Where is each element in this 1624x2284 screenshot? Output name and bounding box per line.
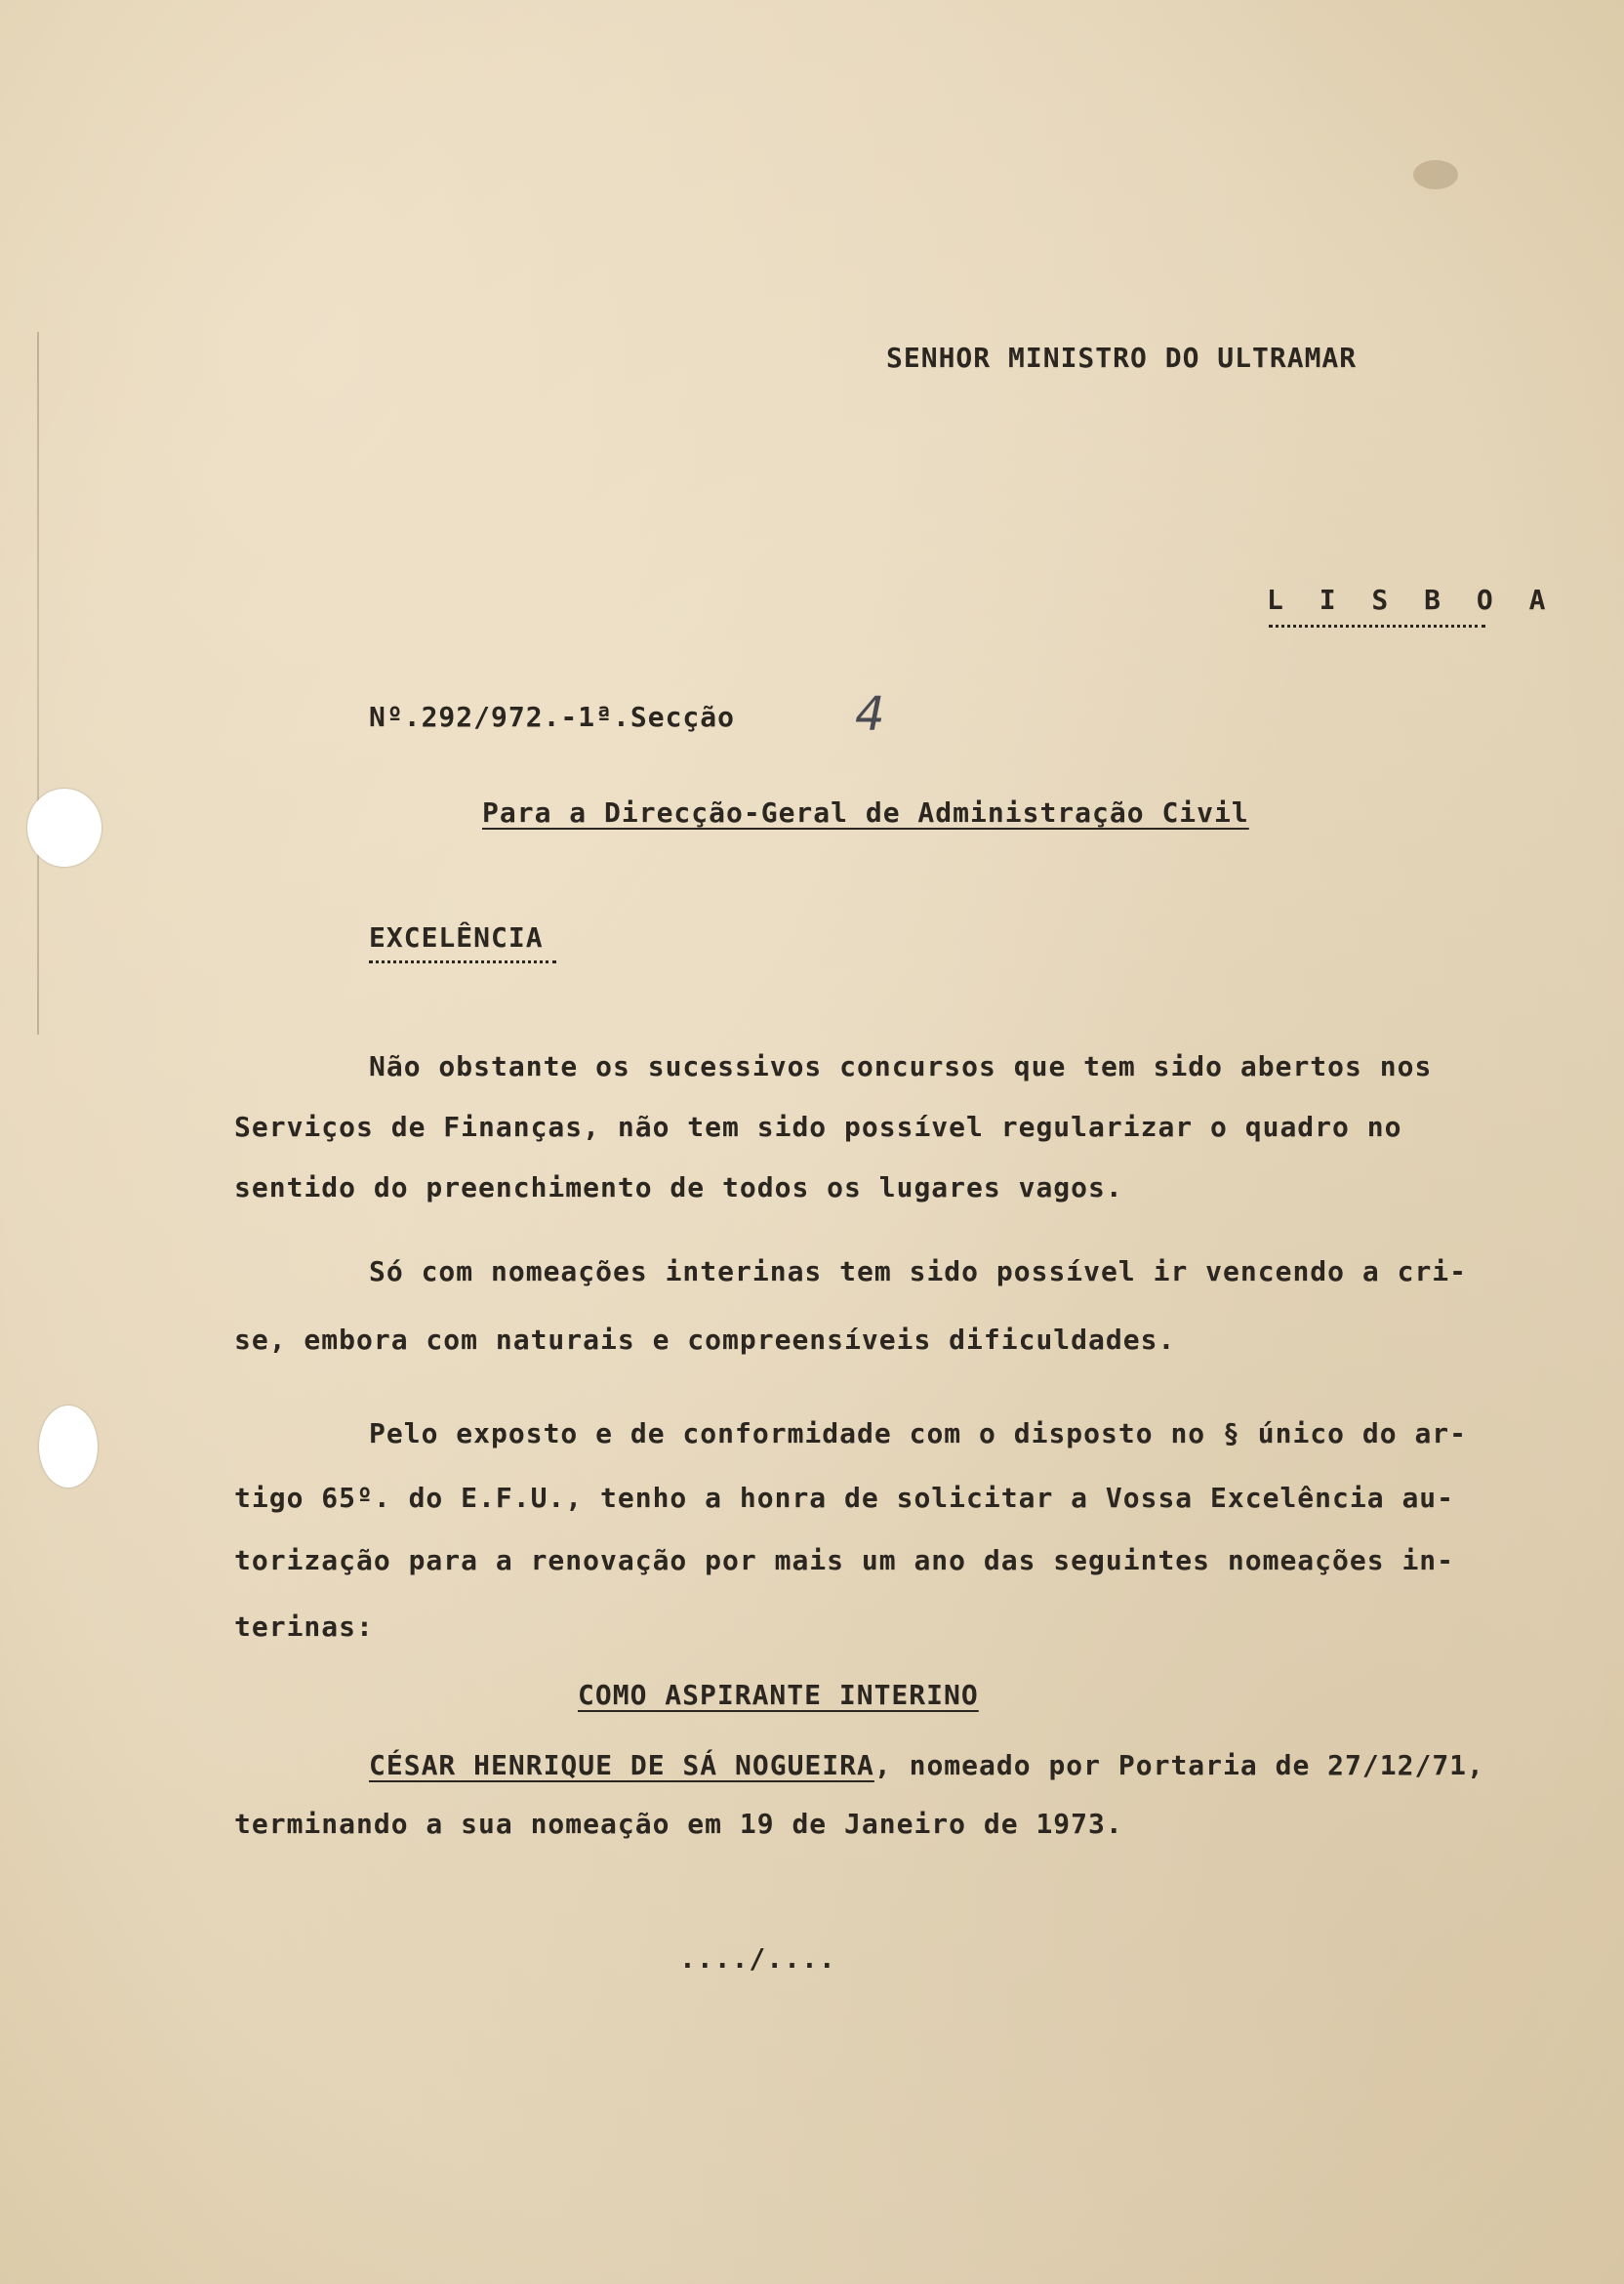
paragraph-3-line-3: torização para a renovação por mais um ano das seguintes nomeações in- — [234, 1544, 1455, 1576]
paragraph-1-line-1: Não obstante os sucessivos concursos que tem sido abertos nos — [369, 1050, 1433, 1082]
appointee-line-2: terminando a sua nomeação em 19 de Janeiro de 1973. — [234, 1808, 1123, 1840]
paragraph-3-line-2: tigo 65º. do E.F.U., tenho a honra de solicitar a Vossa Excelência au- — [234, 1482, 1455, 1514]
reference-number: Nº.292/972.-1ª.Secção — [369, 701, 736, 733]
paragraph-1-line-2: Serviços de Finanças, não tem sido possível regularizar o quadro no — [234, 1111, 1402, 1143]
stain-top-right — [1413, 160, 1458, 189]
appointee-line-1 — [369, 1749, 1484, 1781]
margin-pencil-line — [37, 332, 39, 1035]
punch-hole-top — [27, 789, 102, 867]
punch-hole-bottom — [39, 1406, 98, 1488]
continuation-mark: ..../.... — [679, 1942, 836, 1975]
city: L I S B O A — [1267, 584, 1556, 616]
salutation: EXCELÊNCIA — [369, 921, 544, 954]
appointee-line-1-rest: , nomeado por Portaria de 27/12/71, — [873, 1749, 1484, 1781]
appointee-name: CÉSAR HENRIQUE DE SÁ NOGUEIRA — [369, 1749, 874, 1781]
paragraph-2-line-2: se, embora com naturais e compreensíveis dificuldades. — [234, 1324, 1176, 1356]
role-heading: COMO ASPIRANTE INTERINO — [578, 1679, 979, 1711]
direction-line: Para a Direcção-Geral de Administração Civil — [482, 796, 1249, 829]
paragraph-3-line-1: Pelo exposto e de conformidade com o disposto no § único do ar- — [369, 1417, 1468, 1449]
city-dotted-rule — [1269, 625, 1485, 628]
salutation-dotted-rule — [369, 960, 556, 963]
addressee: SENHOR MINISTRO DO ULTRAMAR — [886, 342, 1358, 374]
paragraph-3-line-4: terinas: — [234, 1611, 374, 1643]
paragraph-2-line-1: Só com nomeações interinas tem sido possível ir vencendo a cri- — [369, 1255, 1468, 1287]
handwritten-number: 4 — [855, 687, 885, 742]
paragraph-1-line-3: sentido do preenchimento de todos os lugares vagos. — [234, 1171, 1123, 1203]
